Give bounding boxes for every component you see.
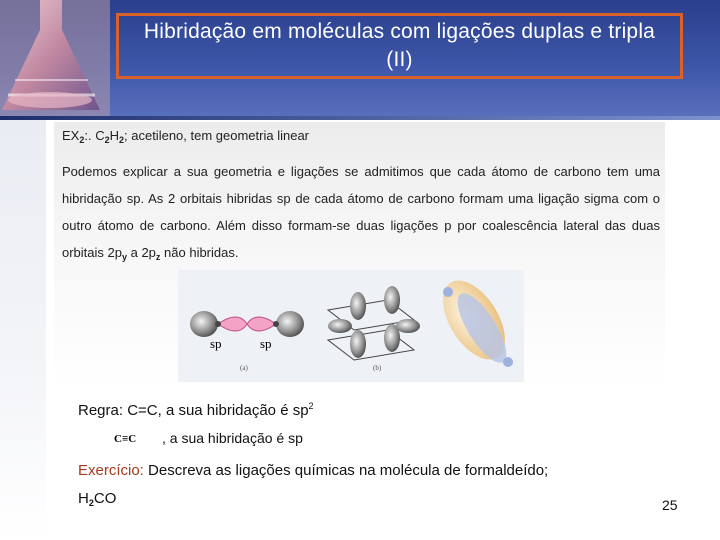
formula-h2co-co: CO (93, 490, 117, 507)
triple-bond-symbol: C≡C (114, 433, 137, 445)
ex-mid: :. C (84, 128, 105, 143)
header-divider (0, 116, 720, 120)
formula-subscript-1: 2 (104, 135, 110, 145)
sp-right-label: sp (260, 336, 272, 351)
ex-prefix: EX (62, 128, 80, 143)
para-text-1: Podemos explicar a sua geometria e ligações se admitimos que cada átomo de carbono tem uma hibridação sp. As 2 orbitais hibridas sp de cada átomo de carbono formam uma ligação sigma com o outro átomo de carbono. Além disso formam-se duas ligações p por coalescência lateral das duas orbitais 2p (62, 164, 660, 260)
triple-bond-glyph (112, 430, 156, 446)
para-sub-z: z (155, 252, 161, 262)
rule-triple-bond (112, 430, 303, 446)
triple-rule-text: , a sua hibridação é sp (162, 430, 303, 446)
rule-superscript: 2 (308, 401, 314, 411)
panel-a (190, 311, 304, 372)
formula-h: H (109, 128, 119, 143)
rule-double-bond (78, 401, 314, 419)
slide-title: Hibridação em moléculas com ligações duplas e tripla (II) (143, 20, 656, 71)
sp-orbitals-illustration (178, 270, 524, 382)
flask-icon (0, 0, 110, 120)
left-sidebar-band (0, 120, 46, 540)
title-box (116, 13, 683, 79)
panel-a-label: (a) (240, 364, 248, 372)
exercise-text: Descreva as ligações químicas na molécula de formaldeído; (143, 462, 549, 479)
panel-b (328, 286, 420, 372)
formula-subscript-2: 2 (119, 135, 125, 145)
formula-h2co-h: H (78, 490, 89, 507)
para-text-2: a 2p (127, 245, 156, 260)
orbital-figure (178, 270, 524, 382)
formaldehyde-formula (78, 490, 116, 508)
sp-left-label: sp (210, 336, 222, 351)
para-text-3: não hibridas. (160, 245, 239, 260)
ex-subscript: 2 (79, 135, 85, 145)
example-line (62, 128, 309, 145)
rule-text: Regra: C=C, a sua hibridação é sp (78, 402, 309, 419)
slide-header (0, 0, 720, 120)
explanation-paragraph (62, 158, 660, 271)
panel-b-label: (b) (373, 364, 382, 372)
ex-suffix: ; acetileno, tem geometria linear (124, 128, 309, 143)
para-sub-y: y (121, 252, 127, 262)
panel-c (430, 270, 517, 370)
formula-h2co-sub: 2 (88, 498, 94, 508)
page-number: 25 (662, 497, 678, 513)
exercise-line (78, 462, 548, 479)
exercise-label: Exercício: (78, 462, 144, 479)
